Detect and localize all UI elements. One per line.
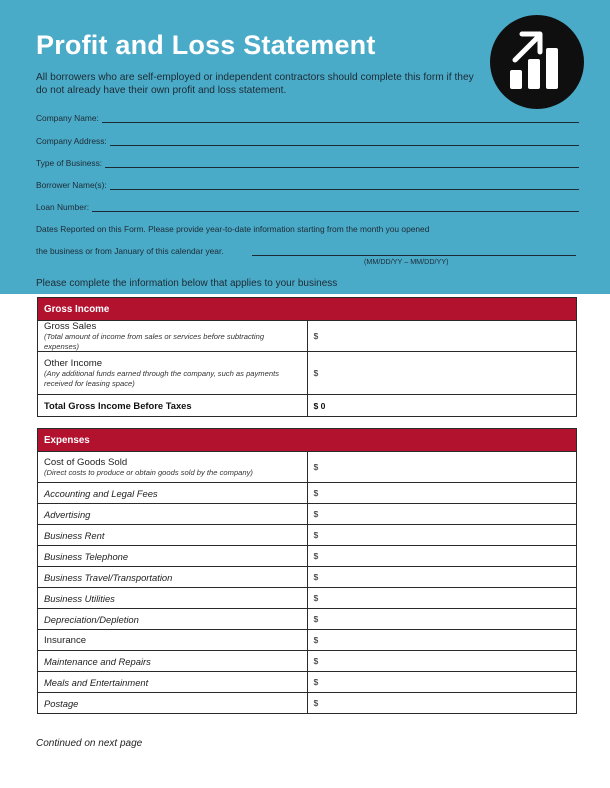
row-label: Accounting and Legal Fees — [38, 483, 308, 504]
amount-cell[interactable]: $ — [307, 672, 577, 693]
dates-instruction-line1: Dates Reported on this Form. Please provide year-to-date information starting from the month you opened — [36, 224, 430, 234]
row-label: Business Rent — [38, 525, 308, 546]
row-label: Depreciation/Depletion — [38, 609, 308, 630]
table-row — [38, 609, 577, 630]
company-name-label: Company Name: — [36, 113, 99, 123]
amount-cell[interactable]: $ — [307, 504, 577, 525]
amount-cell[interactable]: $ — [307, 567, 577, 588]
table-row — [38, 452, 577, 483]
expenses-heading: Expenses — [38, 429, 577, 452]
table-row — [38, 588, 577, 609]
company-name-line[interactable] — [102, 113, 579, 123]
row-label: Meals and Entertainment — [38, 672, 308, 693]
company-address-line[interactable] — [110, 136, 579, 146]
loan-number-label: Loan Number: — [36, 202, 90, 212]
row-note: (Direct costs to produce or obtain goods sold by the company) — [44, 467, 253, 477]
table-row — [38, 352, 577, 395]
business-type-line[interactable] — [105, 158, 579, 168]
row-label: Maintenance and Repairs — [38, 651, 308, 672]
row-label: Cost of Goods Sold — [44, 456, 128, 468]
bar-chart-arrow-icon — [490, 15, 584, 109]
row-label: Insurance — [38, 630, 308, 651]
amount-cell[interactable]: $ — [307, 321, 577, 352]
amount-cell[interactable]: $ — [307, 588, 577, 609]
company-address-label: Company Address: — [36, 136, 107, 146]
row-label: Gross Sales — [44, 321, 97, 332]
row-label: Business Travel/Transportation — [38, 567, 308, 588]
dates-instruction-line2: the business or from January of this calendar year. — [36, 246, 224, 256]
table-row — [38, 321, 577, 352]
expenses-table — [37, 428, 577, 714]
row-note: (Any additional funds earned through the company, such as payments received for leasing space) — [44, 369, 279, 388]
row-label-cell — [38, 452, 308, 483]
company-name-field[interactable] — [36, 109, 579, 123]
row-label: Advertising — [38, 504, 308, 525]
row-label: Business Telephone — [38, 546, 308, 567]
amount-cell[interactable]: $ — [307, 630, 577, 651]
table-row — [38, 546, 577, 567]
table-row — [38, 651, 577, 672]
amount-cell[interactable]: $ — [307, 525, 577, 546]
row-label-cell — [38, 352, 308, 395]
row-note: (Total amount of income from sales or services before subtracting expenses) — [44, 332, 265, 351]
amount-cell[interactable]: $ — [307, 651, 577, 672]
table-row — [38, 672, 577, 693]
borrower-name-label: Borrower Name(s): — [36, 180, 107, 190]
amount-cell[interactable]: $ — [307, 609, 577, 630]
header-banner — [0, 0, 610, 294]
total-label: Total Gross Income Before Taxes — [38, 395, 308, 417]
row-label: Postage — [38, 693, 308, 714]
table-row — [38, 693, 577, 714]
intro-text: All borrowers who are self-employed or independent contractors should complete this form if they do not already have their own profit and loss statement. — [36, 72, 474, 96]
continued-note: Continued on next page — [36, 738, 143, 749]
loan-number-line[interactable] — [92, 202, 579, 212]
table-row — [38, 483, 577, 504]
gross-income-heading: Gross Income — [38, 298, 577, 321]
amount-cell[interactable]: $ — [307, 352, 577, 395]
amount-cell[interactable]: $ — [307, 452, 577, 483]
table-row — [38, 567, 577, 588]
borrower-name-field[interactable] — [36, 176, 579, 190]
total-amount-cell: $ 0 — [307, 395, 577, 417]
borrower-name-line[interactable] — [110, 180, 579, 190]
row-label: Other Income — [44, 358, 103, 369]
row-label: Business Utilities — [38, 588, 308, 609]
amount-cell[interactable]: $ — [307, 483, 577, 504]
page-title: Profit and Loss Statement — [36, 30, 376, 60]
dates-format-hint: (MM/DD/YY – MM/DD/YY) — [364, 257, 449, 266]
company-address-field[interactable] — [36, 132, 579, 146]
loan-number-field[interactable] — [36, 198, 579, 212]
table-row — [38, 630, 577, 651]
expenses-header — [38, 429, 577, 452]
total-row — [38, 395, 577, 417]
table-row — [38, 504, 577, 525]
amount-cell[interactable]: $ — [307, 546, 577, 567]
dates-input-line[interactable] — [252, 255, 576, 256]
business-type-field[interactable] — [36, 154, 579, 168]
business-type-label: Type of Business: — [36, 158, 103, 168]
row-label-cell — [38, 321, 308, 352]
logo-badge — [490, 15, 584, 109]
gross-income-table — [37, 297, 577, 417]
table-row — [38, 525, 577, 546]
amount-cell[interactable]: $ — [307, 693, 577, 714]
gross-income-header — [38, 298, 577, 321]
instruction-text: Please complete the information below that applies to your business — [36, 278, 338, 289]
